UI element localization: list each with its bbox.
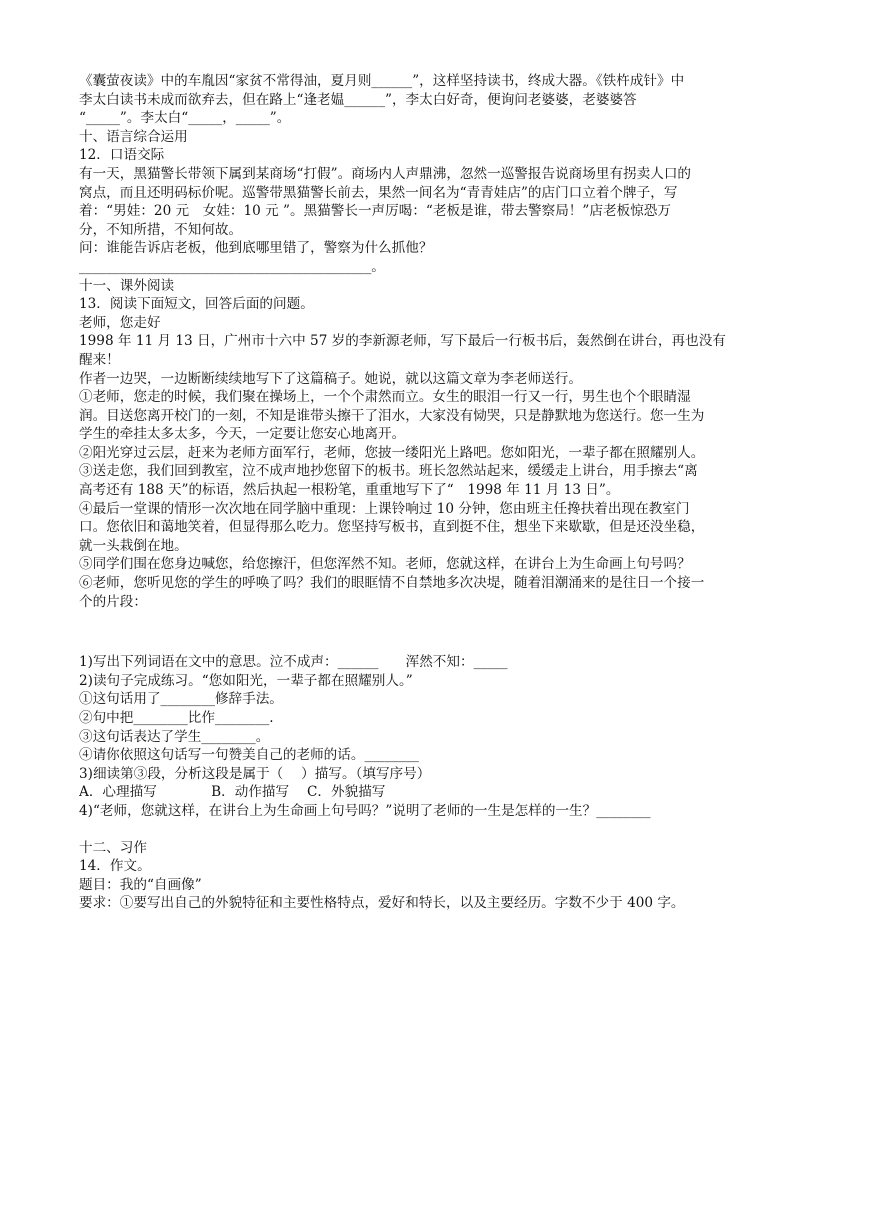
passage-line: ③送走您，我们回到教室，泣不成声地抄您留下的板书。班长忽然站起来，缓缓走上讲台，用手擦去“离 [79,463,698,480]
question-item: 4)“老师，您就这样，在讲台上为生命画上句号吗？”说明了老师的一生是怎样的一生？________ [79,802,651,819]
passage-line: 个的片段： [79,593,147,610]
reading-questions [79,653,791,820]
text-line: 分，不知所措，不知何故。 [79,221,243,238]
passage-line: 就一头栽倒在地。 [79,537,188,554]
question-item: ②句中把________比作________. [79,710,274,726]
passage-line: 润。目送您离开校门的一刻，不知是谁带头擦干了泪水，大家没有恸哭，只是静默地为您送行。您一生为 [79,407,705,424]
text-line: 有一天，黑猫警长带领下属到某商场“打假”。商场内人声鼎沸，忽然一巡警报告说商场里有拐卖人口的 [79,165,692,182]
passage-line: ④最后一堂课的情形一次次地在同学脑中重现：上课铃响过 10 分钟，您由班主任搀扶着出现在教室门 [79,500,690,517]
section-heading: 十一、课外阅读 [79,277,175,294]
section-language-use [79,128,791,277]
question-item: ③这句话表达了学生________。 [79,728,270,745]
question-item: 3)细读第③段，分析这段是属于（ ）描写。（填写序号） [79,765,431,782]
passage-line: 醒来！ [79,351,120,368]
passage-line: 高考还有 188 天”的标语，然后执起一根粉笔，重重地写下了“ 1998 年 11 月 13 日”。 [79,482,620,499]
section-heading: 十、语言综合运用 [79,128,188,145]
question-title: 13．阅读下面短文，回答后面的问题。 [79,296,314,313]
composition-topic: 题目：我的“自画像” [79,876,202,893]
text-line: 李太白读书未成而欲弃去，但在路上“逢老媪______”，李太白好奇，便询问老婆婆，老婆婆答 [79,91,637,108]
question-item: 1)写出下列词语在文中的意思。泣不成声：______ 浑然不知：_____ [79,654,508,671]
document-page [79,72,791,913]
passage-line: 口。您依旧和蔼地笑着，但显得那么吃力。您坚持写板书，直到挺不住，想坐下来歇歇，但是还没坐稳， [79,519,705,536]
passage-line: ②阳光穿过云层，赶来为老师方面军行，老师，您披一缕阳光上路吧。您如阳光，一辈子都在照耀别人。 [79,444,705,461]
section-heading: 十二、习作 [79,839,147,856]
passage-line: 1998 年 11 月 13 日，广州市十六中 57 岁的李新源老师，写下最后一行板书后，轰然倒在讲台，再也没有 [79,333,726,350]
blank-space [79,821,791,839]
text-line: 着：“男娃：20 元 女娃：10 元 ”。黑猫警长一声厉喝：“老板是谁，带去警察局！”店老板惊恐万 [79,203,671,220]
section-composition [79,839,791,913]
question-title: 12．口语交际 [79,147,165,164]
question-item: 2)读句子完成练习。“您如阳光，一辈子都在照耀别人。” [79,672,413,689]
passage-line: ①老师，您走的时候，我们聚在操场上，一个个肃然而立。女生的眼泪一行又一行，男生也个个眼睛湿 [79,389,691,406]
question-options: A．心理描写 B．动作描写 C．外貌描写 [79,784,386,801]
question-prompt: 问：谁能告诉店老板，他到底哪里错了，警察为什么抓他？ [79,240,433,257]
passage-line: ⑤同学们围在您身边喊您，给您擦汗，但您浑然不知。老师，您就这样，在讲台上为生命画上句号吗？ [79,556,691,573]
question-title: 14．作文。 [79,858,151,875]
passage-line: 学生的牵挂太多太多，今天，一定要让您安心地离开。 [79,426,406,443]
text-line: 窝点，而且还明码标价呢。巡警带黑猫警长前去，果然一间名为“青青娃店”的店门口立着个牌子，写 [79,184,678,201]
blank-space [79,611,791,653]
text-line: 《囊萤夜读》中的车胤因“家贫不常得油，夏月则______”，这样坚持读书，终成大器。《铁杵成针》中 [79,73,685,89]
passage-line: ⑥老师，您听见您的学生的呼唤了吗？我们的眼眶情不自禁地多次决堤，随着泪潮涌来的是往日一个接一 [79,575,705,592]
top-fill-in-paragraph [79,72,791,128]
composition-requirements: 要求：①要写出自己的外貌特征和主要性格特点，爱好和特长，以及主要经历。字数不少于 400 字。 [79,895,685,912]
question-item: ④请你依照这句话写一句赞美自己的老师的话。________ [79,747,419,764]
text-line: “_____”。李太白“_____，_____”。 [79,110,291,127]
answer-blank-line: ___________________________________________。 [79,258,385,275]
section-extracurricular-reading [79,277,791,612]
passage-line: 作者一边哭，一边断断续续地写下了这篇稿子。她说，就以这篇文章为李老师送行。 [79,370,582,387]
question-item: ①这句话用了________修辞手法。 [79,691,283,708]
passage-title: 老师，您走好 [79,314,161,331]
